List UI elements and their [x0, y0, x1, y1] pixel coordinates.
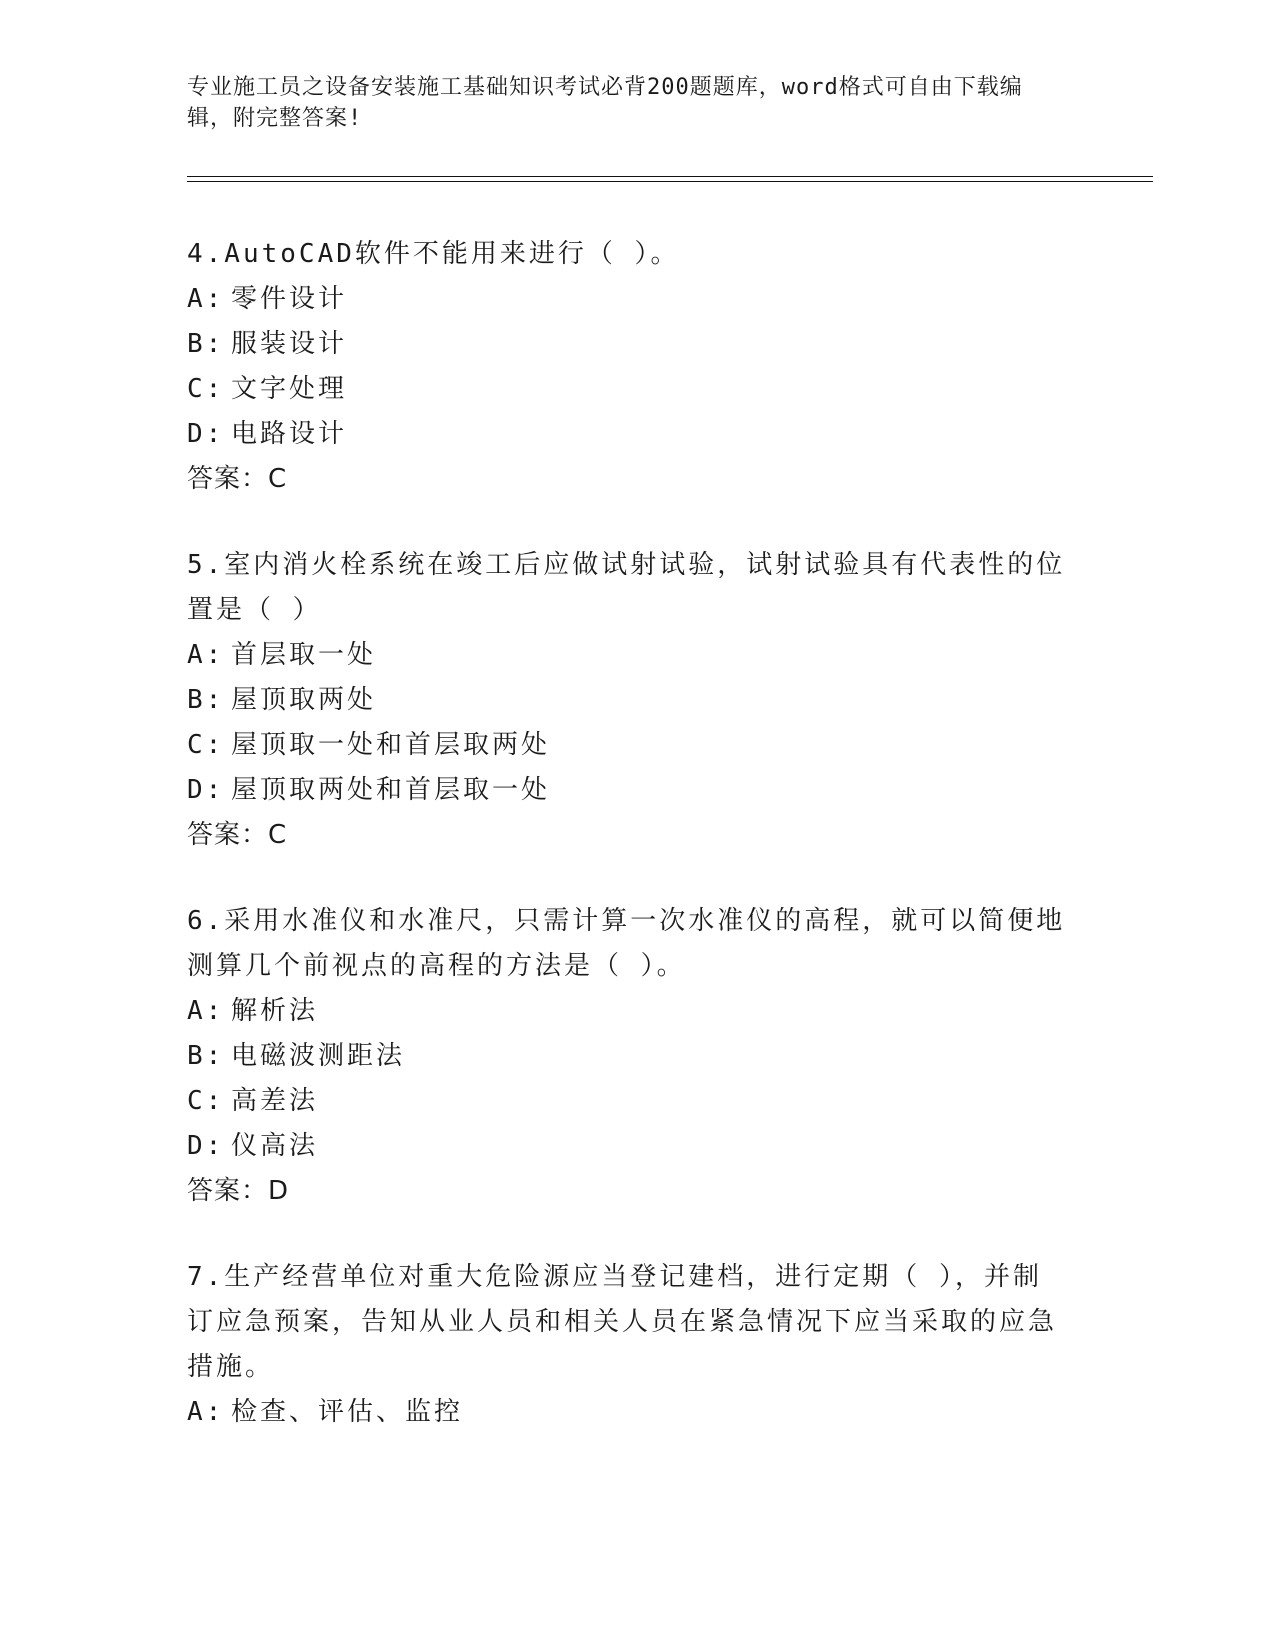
option-a	[187, 1390, 1067, 1435]
option-c	[187, 367, 1067, 412]
option-letter: A:	[187, 284, 225, 314]
option-text: 文字处理	[231, 374, 348, 404]
option-text: 解析法	[231, 996, 319, 1026]
header-divider-bottom	[187, 181, 1153, 182]
option-text: 电路设计	[231, 419, 348, 449]
option-c	[187, 723, 1067, 768]
question-text: 7.生产经营单位对重大危险源应当登记建档，进行定期（ ），并制订应急预案，告知从业人员和相关人员在紧急情况下应当采取的应急措施。	[187, 1262, 1058, 1382]
option-letter: A:	[187, 1397, 225, 1427]
option-letter: A:	[187, 996, 225, 1026]
option-d	[187, 768, 1067, 813]
option-d	[187, 412, 1067, 457]
option-text: 零件设计	[231, 284, 348, 314]
option-letter: D:	[187, 419, 225, 449]
option-text: 电磁波测距法	[231, 1041, 406, 1071]
option-b	[187, 1034, 1067, 1079]
option-letter: C:	[187, 730, 225, 760]
option-b	[187, 678, 1067, 723]
option-text: 高差法	[231, 1086, 319, 1116]
option-text: 仪高法	[231, 1131, 319, 1161]
document-header: 专业施工员之设备安装施工基础知识考试必背200题题库，word格式可自由下载编辑，附完整答案!	[187, 75, 1023, 131]
option-a	[187, 633, 1067, 678]
question-7	[187, 1255, 1067, 1435]
option-c	[187, 1079, 1067, 1124]
header-divider-top	[187, 176, 1153, 177]
answer-label: 答案：C	[187, 820, 288, 850]
option-text: 屋顶取两处	[231, 685, 377, 715]
option-a	[187, 277, 1067, 322]
option-text: 屋顶取两处和首层取一处	[231, 775, 551, 805]
question-list	[187, 232, 1067, 1476]
option-letter: B:	[187, 329, 225, 359]
option-text: 服装设计	[231, 329, 348, 359]
option-letter: A:	[187, 640, 225, 670]
question-5	[187, 543, 1067, 858]
question-6	[187, 899, 1067, 1214]
option-letter: D:	[187, 775, 225, 805]
question-text: 5.室内消火栓系统在竣工后应做试射试验，试射试验具有代表性的位置是（ ）	[187, 550, 1066, 625]
answer-label: 答案：D	[187, 1176, 290, 1206]
option-d	[187, 1124, 1067, 1169]
answer-label: 答案：C	[187, 464, 288, 494]
option-b	[187, 322, 1067, 367]
option-text: 首层取一处	[231, 640, 377, 670]
option-letter: B:	[187, 685, 225, 715]
option-a	[187, 989, 1067, 1034]
option-letter: C:	[187, 374, 225, 404]
option-text: 屋顶取一处和首层取两处	[231, 730, 551, 760]
option-letter: B:	[187, 1041, 225, 1071]
option-letter: D:	[187, 1131, 225, 1161]
question-4	[187, 232, 1067, 502]
option-text: 检查、评估、监控	[231, 1397, 464, 1427]
question-text: 4.AutoCAD软件不能用来进行（ ）。	[187, 239, 680, 269]
option-letter: C:	[187, 1086, 225, 1116]
question-text: 6.采用水准仪和水准尺，只需计算一次水准仪的高程，就可以简便地测算几个前视点的高程的方法是（ ）。	[187, 906, 1066, 981]
